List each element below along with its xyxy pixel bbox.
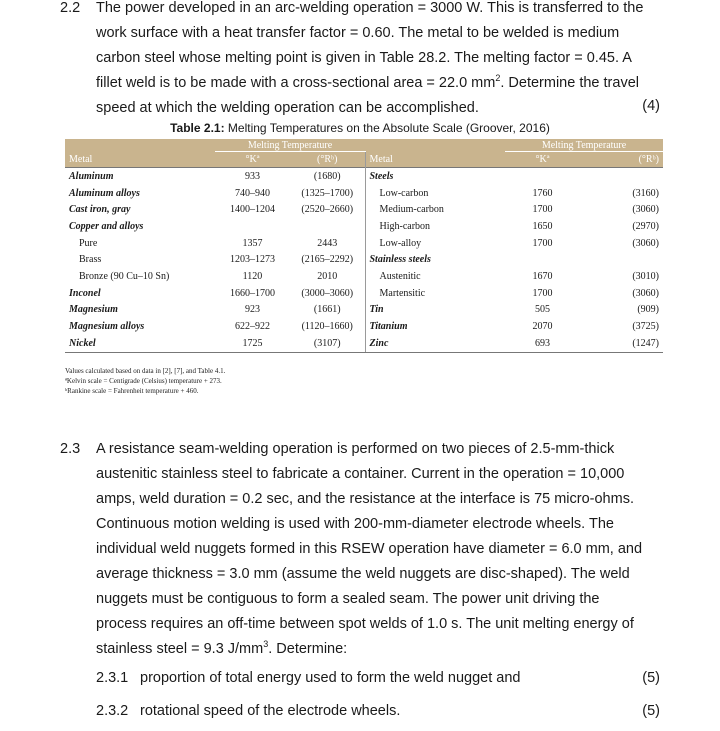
- metal-name: High-carbon: [365, 218, 505, 235]
- metal-name: Nickel: [65, 335, 215, 352]
- table-row: [65, 335, 663, 352]
- table-row: [65, 268, 663, 285]
- rankine-value: (1661): [313, 304, 341, 316]
- metal-name: Low-alloy: [365, 235, 505, 252]
- rankine-value: (1680): [290, 168, 365, 185]
- text-line: individual weld nuggets formed in this RSEW operation have diameter = 6.0 mm, and: [96, 541, 643, 557]
- question-text: [96, 437, 670, 662]
- rankine-value: (2165–2292): [301, 254, 354, 266]
- marks: (5): [642, 703, 660, 719]
- subquestion-number: 2.3.1: [96, 670, 129, 686]
- text-line: average thickness = 3.0 mm (assume the weld nuggets are disc-shaped). The weld: [96, 566, 630, 582]
- kelvin-value: 1357: [242, 237, 263, 249]
- note: ᵇRankine scale = Fahrenheit temperature + 460.: [65, 387, 199, 395]
- kelvin-value: 1700: [532, 204, 553, 216]
- text-line: The power developed in an arc-welding operation = 3000 W. This is transferred to the: [96, 0, 644, 16]
- metal-name: Stainless steels: [365, 251, 505, 268]
- rankine-value: 2010: [317, 270, 338, 282]
- kelvin-value: 1203–1273: [230, 254, 275, 266]
- text-line: carbon steel whose melting point is given in Table 28.2. The melting factor = 0.45. A: [96, 50, 632, 66]
- rankine-value: (3725): [632, 321, 659, 333]
- text-line: stainless steel = 9.3 $J/mm^3$. Determine:: [96, 639, 348, 657]
- melting-temperature-table: [65, 139, 663, 353]
- metal-name: Aluminum alloys: [69, 187, 140, 199]
- table-row: [65, 235, 663, 252]
- table-row: [65, 218, 663, 235]
- rankine-value: (3060): [632, 237, 659, 249]
- question-2-3: [60, 437, 670, 662]
- rankine-value: [580, 168, 663, 185]
- kelvin-value: 622–922: [235, 321, 270, 333]
- kelvin-value: [505, 168, 580, 185]
- rankine-value: (1247): [580, 335, 663, 352]
- subquestion-number: 2.3.2: [96, 703, 129, 719]
- rankine-value: (2520–2660): [301, 204, 354, 216]
- rankine-value: (1120–1660): [301, 321, 353, 333]
- subquestion-2-3-2: [96, 703, 400, 719]
- table-row: [65, 168, 663, 185]
- kelvin-value: 1725: [215, 335, 290, 352]
- question-number: 2.3: [60, 441, 81, 457]
- kelvin-value: 923: [245, 304, 260, 316]
- marks: (4): [642, 98, 660, 114]
- metal-name: Tin: [365, 302, 505, 319]
- table-row: [65, 251, 663, 268]
- question-2-2: [60, 0, 670, 121]
- rankine-value: (1325–1700): [301, 187, 354, 199]
- rankine-value: (3107): [290, 335, 365, 352]
- kelvin-value: 740–940: [235, 187, 270, 199]
- subquestion-text: rotational speed of the electrode wheels.: [140, 703, 401, 719]
- note: ªKelvin scale = Centigrade (Celsius) temperature + 273.: [65, 377, 222, 385]
- metal-name: Brass: [79, 254, 102, 266]
- col-r: (°Rᵇ): [290, 152, 365, 168]
- kelvin-value: 933: [215, 168, 290, 185]
- col-metal: Metal: [365, 152, 505, 168]
- rankine-value: (2970): [632, 220, 659, 232]
- metal-name: Titanium: [365, 318, 505, 335]
- marks: (5): [642, 670, 660, 686]
- kelvin-value: [505, 251, 580, 268]
- table-row: [65, 201, 663, 218]
- rankine-value: (3160): [632, 187, 659, 199]
- kelvin-value: [215, 218, 290, 235]
- text-line: A resistance seam-welding operation is performed on two pieces of 2.5-mm-thick: [96, 441, 615, 457]
- table-notes: [65, 366, 225, 396]
- rankine-value: (909): [637, 304, 659, 316]
- note: Values calculated based on data in [2], [7], and Table 4.1.: [65, 367, 226, 375]
- table-row: [65, 318, 663, 335]
- group-header: Melting Temperature: [505, 139, 663, 152]
- metal-name: Pure: [79, 237, 98, 249]
- col-r: (°Rᵇ): [580, 152, 663, 168]
- rankine-value: 2443: [317, 237, 338, 249]
- metal-name: Bronze (90 Cu–10 Sn): [79, 270, 170, 282]
- col-metal: Metal: [65, 152, 215, 168]
- table-row: [65, 185, 663, 202]
- question-text: [96, 0, 670, 121]
- table-row: [65, 285, 663, 302]
- kelvin-value: 2070: [532, 321, 553, 333]
- kelvin-value: 1400–1204: [230, 204, 275, 216]
- col-k: °Kª: [215, 152, 290, 168]
- metal-name: Austenitic: [365, 268, 505, 285]
- kelvin-value: 1700: [532, 237, 553, 249]
- text-line: work surface with a heat transfer factor = 0.60. The metal to be welded is medium: [96, 25, 620, 41]
- rankine-value: [580, 251, 663, 268]
- metal-name: Cast iron, gray: [69, 204, 131, 216]
- metal-name: Medium-carbon: [365, 201, 505, 218]
- group-header: Melting Temperature: [215, 139, 365, 152]
- question-number: 2.2: [60, 0, 81, 16]
- rankine-value: (3000–3060): [301, 287, 354, 299]
- text-line: amps, weld duration = 0.2 sec, and the resistance at the interface is 75 micro-ohms.: [96, 491, 634, 507]
- kelvin-value: 505: [535, 304, 550, 316]
- kelvin-value: 1120: [242, 270, 263, 282]
- kelvin-value: 1650: [532, 220, 553, 232]
- kelvin-value: 1700: [532, 287, 553, 299]
- text-line: Continuous motion welding is used with 200-mm-diameter electrode wheels. The: [96, 516, 614, 532]
- rankine-value: (3060): [632, 204, 659, 216]
- kelvin-value: 693: [505, 335, 580, 352]
- kelvin-value: 1660–1700: [230, 287, 275, 299]
- metal-name: Zinc: [365, 335, 505, 352]
- text-line: process requires an off-time between spot welds of 1.0 s. The unit melting energy of: [96, 616, 634, 632]
- metal-name: Martensitic: [365, 285, 505, 302]
- header-row: [65, 139, 663, 152]
- metal-name: Magnesium alloys: [69, 321, 145, 333]
- rankine-value: [290, 218, 365, 235]
- text-line: austenitic stainless steel to fabricate a container. Current in the operation = 10,000: [96, 466, 625, 482]
- header-row: [65, 152, 663, 168]
- text-line: speed at which the welding operation can be accomplished.: [96, 100, 479, 116]
- kelvin-value: 1670: [532, 270, 553, 282]
- table-row: [65, 302, 663, 319]
- metal-name: Inconel: [69, 287, 101, 299]
- text-line: nuggets must be contiguous to form a sealed seam. The power unit driving the: [96, 591, 600, 607]
- metal-name: Aluminum: [65, 168, 215, 185]
- text-line: fillet weld is to be made with a cross-sectional area = 22.0 $mm^2$. Determine the travel: [96, 73, 639, 91]
- metal-name: Steels: [365, 168, 505, 185]
- table-caption: Table 2.1: Melting Temperatures on the Absolute Scale (Groover, 2016): [170, 121, 550, 135]
- subquestion-text: proportion of total energy used to form the weld nugget and: [140, 670, 521, 686]
- rankine-value: (3010): [632, 270, 659, 282]
- col-k: °Kª: [505, 152, 580, 168]
- subquestion-2-3-1: [96, 670, 520, 686]
- metal-name: Copper and alloys: [69, 220, 144, 232]
- rankine-value: (3060): [632, 287, 659, 299]
- kelvin-value: 1760: [532, 187, 553, 199]
- metal-name: Magnesium: [69, 304, 118, 316]
- metal-name: Low-carbon: [365, 185, 505, 202]
